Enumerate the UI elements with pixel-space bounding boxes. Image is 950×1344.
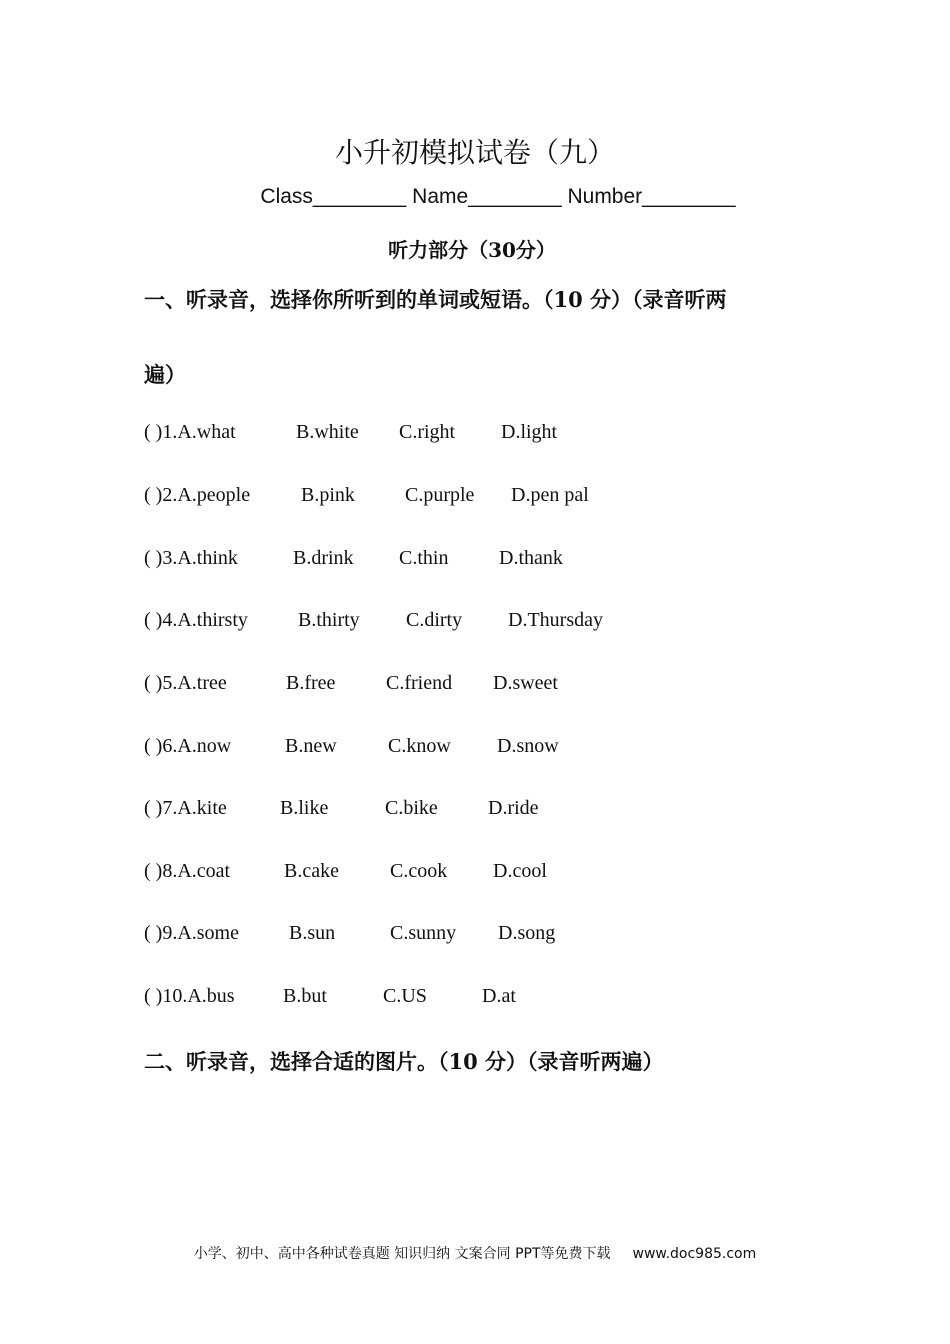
option-c: C.right — [399, 421, 456, 443]
option-d: D.sweet — [493, 672, 558, 694]
question-stem-option-a: ( )9.A.some — [144, 922, 239, 944]
question-stem-option-a: ( )10.A.bus — [144, 985, 235, 1007]
option-b: B.pink — [301, 484, 355, 506]
section2-instruction: 二、听录音，选择合适的图片。（10 分）（录音听两遍） — [144, 1049, 664, 1074]
option-d: D.song — [498, 922, 556, 944]
question-stem-option-a: ( )2.A.people — [144, 484, 251, 506]
option-d: D.cool — [493, 860, 547, 882]
option-b: B.drink — [293, 547, 354, 569]
option-d: D.at — [482, 985, 516, 1007]
option-c: C.know — [388, 735, 451, 757]
question-stem-option-a: ( )3.A.think — [144, 547, 238, 569]
page-title: 小升初模拟试卷（九） — [334, 136, 615, 169]
option-d: D.pen pal — [511, 484, 589, 506]
question-stem-option-a: ( )8.A.coat — [144, 860, 231, 882]
option-d: D.ride — [488, 797, 539, 819]
section1-instruction: 一、听录音，选择你所听到的单词或短语。（10 分）（录音听两 — [144, 287, 727, 312]
option-c: C.dirty — [406, 609, 463, 631]
option-b: B.sun — [289, 922, 336, 944]
section1-instruction-cont: 遍） — [144, 362, 186, 387]
option-b: B.new — [285, 735, 337, 757]
option-c: C.friend — [386, 672, 453, 694]
question-stem-option-a: ( )1.A.what — [144, 421, 236, 443]
option-b: B.like — [280, 797, 329, 819]
question-stem-option-a: ( )5.A.tree — [144, 672, 227, 694]
footer-text: 小学、初中、高中各种试卷真题 知识归纳 文案合同 PPT等免费下载 — [193, 1246, 611, 1262]
question-stem-option-a: ( )7.A.kite — [144, 797, 227, 819]
option-b: B.cake — [284, 860, 339, 882]
student-info-line: Class________ Name________ Number________ — [260, 185, 736, 208]
option-d: D.Thursday — [508, 609, 603, 631]
option-c: C.sunny — [390, 922, 457, 944]
listening-section-header: 听力部分（30分） — [388, 238, 556, 262]
option-b: B.free — [286, 672, 336, 694]
page-footer — [0, 1243, 950, 1263]
option-b: B.white — [296, 421, 359, 443]
option-c: C.US — [383, 985, 427, 1007]
option-c: C.purple — [405, 484, 475, 506]
option-c: C.thin — [399, 547, 449, 569]
option-d: D.thank — [499, 547, 563, 569]
option-d: D.snow — [497, 735, 559, 757]
question-stem-option-a: ( )6.A.now — [144, 735, 232, 757]
option-c: C.cook — [390, 860, 448, 882]
option-c: C.bike — [385, 797, 438, 819]
option-d: D.light — [501, 421, 558, 443]
option-b: B.but — [283, 985, 327, 1007]
footer-url: www.doc985.com — [632, 1246, 757, 1262]
question-stem-option-a: ( )4.A.thirsty — [144, 609, 248, 631]
option-b: B.thirty — [298, 609, 360, 631]
